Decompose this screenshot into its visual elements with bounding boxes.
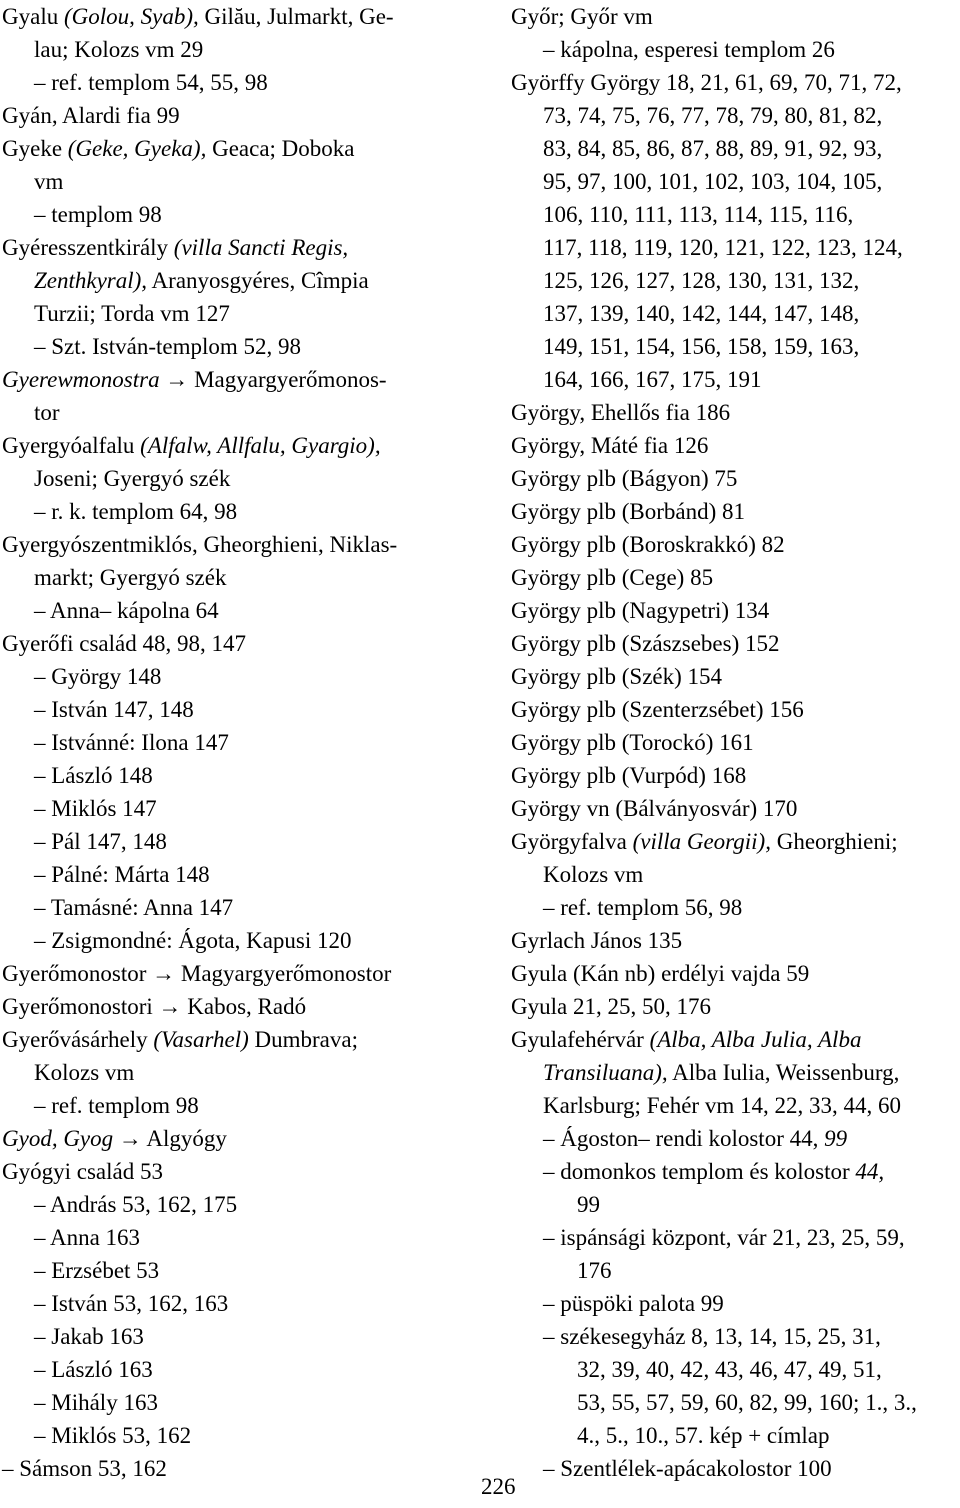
index-text: György plb (Torockó) 161 bbox=[511, 730, 754, 755]
index-entry-line bbox=[2, 1056, 472, 1089]
index-text: Györffy György 18, 21, 61, 69, 70, 71, 72, bbox=[511, 70, 902, 95]
index-text: – Jakab 163 bbox=[34, 1324, 144, 1349]
index-entry-line bbox=[2, 363, 472, 396]
index-text: György plb (Szék) 154 bbox=[511, 664, 723, 689]
index-entry-line bbox=[2, 1188, 472, 1221]
index-text: 4., 5., 10., 57. kép + címlap bbox=[577, 1423, 830, 1448]
index-text: György plb (Szászsebes) 152 bbox=[511, 631, 780, 656]
index-entry-line bbox=[511, 1023, 959, 1056]
index-text: 83, 84, 85, 86, 87, 88, 89, 91, 92, 93, bbox=[543, 136, 883, 161]
index-entry-line bbox=[2, 594, 472, 627]
index-entry-line bbox=[511, 1089, 959, 1122]
index-text: – székesegyház 8, 13, 14, 15, 25, 31, bbox=[543, 1324, 881, 1349]
index-entry-line bbox=[511, 726, 959, 759]
index-text-italic: Gyerewmonostra bbox=[2, 367, 160, 392]
index-text: 137, 139, 140, 142, 144, 147, 148, bbox=[543, 301, 860, 326]
index-entry-line bbox=[2, 132, 472, 165]
index-text: 149, 151, 154, 156, 158, 159, 163, bbox=[543, 334, 860, 359]
index-column-left bbox=[2, 0, 472, 1485]
index-text: Gyalu bbox=[2, 4, 64, 29]
index-entry-line bbox=[511, 759, 959, 792]
index-entry-line bbox=[2, 759, 472, 792]
index-entry-line bbox=[2, 1452, 472, 1485]
index-text: Gyerőmonostor → Magyargyerőmonostor bbox=[2, 961, 392, 986]
index-text: – Zsigmondné: Ágota, Kapusi 120 bbox=[34, 928, 352, 953]
index-text: Alba Iulia, Weissenburg, bbox=[667, 1060, 900, 1085]
index-text: Geaca; Doboka bbox=[206, 136, 355, 161]
index-text: 106, 110, 111, 113, 114, 115, 116, bbox=[543, 202, 854, 227]
index-entry-line bbox=[2, 462, 472, 495]
index-text: – ref. templom 54, 55, 98 bbox=[34, 70, 268, 95]
index-entry-line bbox=[2, 99, 472, 132]
index-text: – Tamásné: Anna 147 bbox=[34, 895, 234, 920]
index-text: Györgyfalva bbox=[511, 829, 633, 854]
index-text: – Pál 147, 148 bbox=[34, 829, 167, 854]
index-entry-line bbox=[2, 264, 472, 297]
index-text-italic: Gyod, Gyog bbox=[2, 1126, 114, 1151]
index-entry-line bbox=[511, 1188, 959, 1221]
index-entry-line bbox=[511, 1386, 959, 1419]
index-text: György vn (Bálványosvár) 170 bbox=[511, 796, 798, 821]
index-text: 32, 39, 40, 42, 43, 46, 47, 49, 51, bbox=[577, 1357, 882, 1382]
index-entry-line bbox=[511, 231, 959, 264]
index-entry-line bbox=[2, 198, 472, 231]
index-text: Gilău, Julmarkt, Ge- bbox=[198, 4, 394, 29]
index-text: – kápolna, esperesi templom 26 bbox=[543, 37, 835, 62]
index-text: Aranyosgyéres, Cîmpia bbox=[147, 268, 369, 293]
index-text-italic: (villa Sancti Regis, bbox=[173, 235, 349, 260]
index-entry-line bbox=[2, 957, 472, 990]
index-text: – Szentlélek-apácakolostor 100 bbox=[543, 1456, 832, 1481]
index-entry-line bbox=[2, 1122, 472, 1155]
index-entry-line bbox=[2, 528, 472, 561]
index-entry-line bbox=[511, 1056, 959, 1089]
index-text: György plb (Cege) 85 bbox=[511, 565, 714, 590]
index-text: Gyergyószentmiklós, Gheorghieni, Niklas- bbox=[2, 532, 398, 557]
index-text-italic: (Alba, Alba Julia, Alba bbox=[649, 1027, 862, 1052]
index-text: – László 163 bbox=[34, 1357, 153, 1382]
index-text: Turzii; Torda vm 127 bbox=[34, 301, 230, 326]
index-entry-line bbox=[511, 1122, 959, 1155]
index-text-italic: 44, bbox=[855, 1159, 885, 1184]
index-entry-line bbox=[511, 1419, 959, 1452]
index-entry-line bbox=[511, 165, 959, 198]
index-entry-line bbox=[2, 1023, 472, 1056]
index-text: Dumbrava; bbox=[248, 1027, 358, 1052]
index-entry-line bbox=[511, 825, 959, 858]
index-text-italic: (villa Georgii), bbox=[632, 829, 771, 854]
index-entry-line bbox=[2, 726, 472, 759]
index-text: Gyergyóalfalu bbox=[2, 433, 141, 458]
index-entry-line bbox=[2, 1155, 472, 1188]
index-text: – Ágoston– rendi kolostor 44, bbox=[543, 1126, 825, 1151]
index-entry-line bbox=[511, 1452, 959, 1485]
index-entry-line bbox=[511, 627, 959, 660]
index-entry-line bbox=[511, 528, 959, 561]
index-entry-line bbox=[2, 330, 472, 363]
index-entry-line bbox=[511, 1353, 959, 1386]
index-entry-line bbox=[2, 990, 472, 1023]
index-entry-line bbox=[2, 1353, 472, 1386]
page-number: 226 bbox=[481, 1474, 516, 1499]
index-text: markt; Gyergyó szék bbox=[34, 565, 227, 590]
index-text: – r. k. templom 64, 98 bbox=[34, 499, 238, 524]
index-text: 164, 166, 167, 175, 191 bbox=[543, 367, 762, 392]
index-text: – Miklós 147 bbox=[34, 796, 157, 821]
index-text: – ref. templom 56, 98 bbox=[543, 895, 743, 920]
index-text: Gyrlach János 135 bbox=[511, 928, 683, 953]
index-entry-line bbox=[511, 297, 959, 330]
index-text: – püspöki palota 99 bbox=[543, 1291, 724, 1316]
index-text: György, Ehellős fia 186 bbox=[511, 400, 731, 425]
index-entry-line bbox=[2, 693, 472, 726]
index-text: 125, 126, 127, 128, 130, 131, 132, bbox=[543, 268, 860, 293]
index-entry-line bbox=[511, 330, 959, 363]
index-entry-line bbox=[2, 1386, 472, 1419]
index-text: – Pálné: Márta 148 bbox=[34, 862, 210, 887]
index-entry-line bbox=[511, 33, 959, 66]
index-text: – László 148 bbox=[34, 763, 153, 788]
index-text: – András 53, 162, 175 bbox=[34, 1192, 238, 1217]
index-text: – Miklós 53, 162 bbox=[34, 1423, 192, 1448]
index-entry-line bbox=[511, 495, 959, 528]
index-entry-line bbox=[2, 495, 472, 528]
index-entry-line bbox=[2, 297, 472, 330]
index-column-right bbox=[511, 0, 959, 1485]
index-text-italic: (Vasarhel) bbox=[153, 1027, 249, 1052]
index-text: 73, 74, 75, 76, 77, 78, 79, 80, 81, 82, bbox=[543, 103, 883, 128]
index-text: Gyerőmonostori → Kabos, Radó bbox=[2, 994, 307, 1019]
index-entry-line bbox=[511, 1254, 959, 1287]
index-text: tor bbox=[34, 400, 60, 425]
index-entry-line bbox=[2, 231, 472, 264]
index-entry-line bbox=[511, 429, 959, 462]
index-text: Kolozs vm bbox=[543, 862, 644, 887]
index-text: 95, 97, 100, 101, 102, 103, 104, 105, bbox=[543, 169, 883, 194]
index-text: György plb (Szenterzsébet) 156 bbox=[511, 697, 804, 722]
index-entry-line bbox=[2, 561, 472, 594]
index-entry-line bbox=[511, 891, 959, 924]
index-entry-line bbox=[511, 132, 959, 165]
index-entry-line bbox=[511, 1221, 959, 1254]
index-text: – Sámson 53, 162 bbox=[2, 1456, 167, 1481]
index-entry-line bbox=[2, 891, 472, 924]
index-text: – Erzsébet 53 bbox=[34, 1258, 160, 1283]
index-entry-line bbox=[2, 792, 472, 825]
index-entry-line bbox=[511, 858, 959, 891]
index-entry-line bbox=[511, 0, 959, 33]
index-text-italic: (Geke, Gyeka), bbox=[67, 136, 207, 161]
index-entry-line bbox=[511, 99, 959, 132]
index-text: – Istvánné: Ilona 147 bbox=[34, 730, 229, 755]
index-entry-line bbox=[511, 924, 959, 957]
index-entry-line bbox=[2, 825, 472, 858]
index-entry-line bbox=[2, 1320, 472, 1353]
index-text-italic: (Golou, Syab), bbox=[63, 4, 199, 29]
index-text: – domonkos templom és kolostor bbox=[543, 1159, 856, 1184]
index-entry-line bbox=[511, 1320, 959, 1353]
index-text-italic: Zenthkyral), bbox=[34, 268, 148, 293]
index-text: 176 bbox=[577, 1258, 612, 1283]
index-entry-line bbox=[511, 561, 959, 594]
index-text: 53, 55, 57, 59, 60, 82, 99, 160; 1., 3., bbox=[577, 1390, 917, 1415]
index-entry-line bbox=[2, 33, 472, 66]
index-text: Gyerővásárhely bbox=[2, 1027, 154, 1052]
index-text: Gyéresszentkirály bbox=[2, 235, 174, 260]
index-text: Gyerőfi család 48, 98, 147 bbox=[2, 631, 246, 656]
index-entry-line bbox=[2, 1254, 472, 1287]
index-entry-line bbox=[511, 957, 959, 990]
index-entry-line bbox=[511, 990, 959, 1023]
index-entry-line bbox=[511, 1287, 959, 1320]
index-text: Joseni; Gyergyó szék bbox=[34, 466, 231, 491]
index-text: György, Máté fia 126 bbox=[511, 433, 709, 458]
index-text: – István 53, 162, 163 bbox=[34, 1291, 229, 1316]
index-entry-line bbox=[511, 264, 959, 297]
index-entry-line bbox=[2, 1089, 472, 1122]
index-text: – ref. templom 98 bbox=[34, 1093, 199, 1118]
index-entry-line bbox=[2, 627, 472, 660]
index-text: György plb (Bágyon) 75 bbox=[511, 466, 738, 491]
index-text: Karlsburg; Fehér vm 14, 22, 33, 44, 60 bbox=[543, 1093, 901, 1118]
index-entry-line bbox=[511, 363, 959, 396]
index-text: – György 148 bbox=[34, 664, 162, 689]
index-entry-line bbox=[2, 0, 472, 33]
index-text: Kolozs vm bbox=[34, 1060, 135, 1085]
index-entry-line bbox=[2, 1287, 472, 1320]
index-entry-line bbox=[2, 660, 472, 693]
index-entry-line bbox=[511, 396, 959, 429]
index-text-italic: Transiluana), bbox=[543, 1060, 668, 1085]
index-text: → Algyógy bbox=[113, 1126, 227, 1151]
index-text: → Magyargyerőmonos- bbox=[159, 367, 387, 392]
index-text: – Anna– kápolna 64 bbox=[34, 598, 219, 623]
index-text: Gyula 21, 25, 50, 176 bbox=[511, 994, 711, 1019]
index-text-italic: (Alfalw, Allfalu, Gyargio), bbox=[140, 433, 381, 458]
index-text: Gyógyi család 53 bbox=[2, 1159, 163, 1184]
index-text: Gyulafehérvár bbox=[511, 1027, 650, 1052]
index-text: 117, 118, 119, 120, 121, 122, 123, 124, bbox=[543, 235, 903, 260]
index-text: – Anna 163 bbox=[34, 1225, 141, 1250]
index-text: – ispánsági központ, vár 21, 23, 25, 59, bbox=[543, 1225, 905, 1250]
index-entry-line bbox=[2, 1419, 472, 1452]
index-entry-line bbox=[2, 66, 472, 99]
index-entry-line bbox=[2, 858, 472, 891]
index-text: György plb (Nagypetri) 134 bbox=[511, 598, 770, 623]
index-text: Gyeke bbox=[2, 136, 68, 161]
index-text: – Mihály 163 bbox=[34, 1390, 158, 1415]
index-text: György plb (Borbánd) 81 bbox=[511, 499, 746, 524]
index-text: – István 147, 148 bbox=[34, 697, 194, 722]
index-text: György plb (Vurpód) 168 bbox=[511, 763, 747, 788]
index-text: Gyán, Alardi fia 99 bbox=[2, 103, 180, 128]
index-text-italic: 99 bbox=[824, 1126, 848, 1151]
index-text: Gheorghieni; bbox=[770, 829, 898, 854]
index-text: vm bbox=[34, 169, 64, 194]
index-entry-line bbox=[511, 66, 959, 99]
index-text: György plb (Boroskrakkó) 82 bbox=[511, 532, 785, 557]
index-entry-line bbox=[511, 693, 959, 726]
index-text: Gyula (Kán nb) erdélyi vajda 59 bbox=[511, 961, 810, 986]
index-entry-line bbox=[2, 165, 472, 198]
index-entry-line bbox=[511, 1155, 959, 1188]
index-text: Győr; Győr vm bbox=[511, 4, 653, 29]
index-entry-line bbox=[511, 594, 959, 627]
index-entry-line bbox=[511, 792, 959, 825]
index-entry-line bbox=[511, 462, 959, 495]
index-entry-line bbox=[2, 429, 472, 462]
index-entry-line bbox=[2, 924, 472, 957]
index-entry-line bbox=[2, 1221, 472, 1254]
index-text: lau; Kolozs vm 29 bbox=[34, 37, 204, 62]
index-text: 99 bbox=[577, 1192, 600, 1217]
index-entry-line bbox=[511, 198, 959, 231]
index-entry-line bbox=[2, 396, 472, 429]
index-text: – templom 98 bbox=[34, 202, 162, 227]
index-entry-line bbox=[511, 660, 959, 693]
index-text: – Szt. István-templom 52, 98 bbox=[34, 334, 302, 359]
